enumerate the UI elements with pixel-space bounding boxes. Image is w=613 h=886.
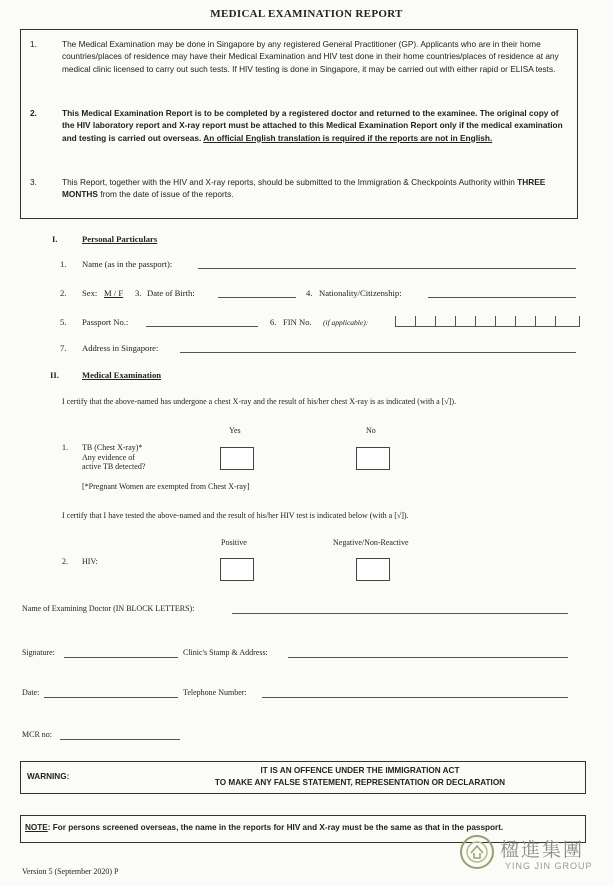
instruction-text	[62, 107, 568, 144]
name-label: Name (as in the passport):	[82, 259, 173, 269]
watermark-english: YING JIN GROUP	[505, 861, 593, 871]
field-number: 1.	[62, 443, 68, 452]
fin-cell-divider	[515, 316, 516, 326]
version-text: Version 5 (September 2020) P	[22, 867, 119, 876]
instruction-3	[30, 176, 576, 206]
fin-cell-divider	[555, 316, 556, 326]
footer-note-text: : For persons screened overseas, the name in the reports for HIV and X-ray must be the same as that in the passport.	[47, 823, 504, 832]
telephone-input-line[interactable]	[262, 697, 568, 698]
clinic-stamp-label: Clinic's Stamp & Address:	[183, 648, 268, 657]
footer-note-label: NOTE	[25, 823, 48, 832]
section-2-number: II.	[50, 370, 59, 380]
fin-cell-divider	[455, 316, 456, 326]
hiv-negative-label: Negative/Non-Reactive	[333, 538, 409, 547]
fin-cell-divider	[495, 316, 496, 326]
tb-footnote: [*Pregnant Women are exempted from Chest X-ray]	[82, 482, 250, 491]
sex-label: Sex:	[82, 288, 98, 298]
fin-cell-divider	[435, 316, 436, 326]
passport-input-line[interactable]	[146, 326, 258, 327]
field-number: 2.	[62, 557, 68, 566]
sex-options[interactable]: M / F	[104, 288, 124, 298]
tb-label-line: TB (Chest X-ray)*	[82, 443, 143, 452]
clinic-stamp-input-line[interactable]	[288, 657, 568, 658]
tb-label-line: Any evidence of	[82, 452, 135, 462]
passport-label: Passport No.:	[82, 317, 129, 327]
tb-label-line: active TB detected?	[82, 462, 146, 471]
nationality-input-line[interactable]	[428, 297, 576, 298]
fin-cell-divider	[395, 316, 396, 326]
fin-cell-divider	[535, 316, 536, 326]
field-number: 7.	[60, 343, 67, 353]
instruction-text-pre: This Report, together with the HIV and X-ray reports, should be submitted to the Immigration & Checkpoints Authority within	[62, 177, 518, 187]
telephone-label: Telephone Number:	[183, 688, 247, 697]
hiv-label: HIV:	[82, 557, 98, 566]
fin-cell-divider	[415, 316, 416, 326]
section-2-heading: Medical Examination	[82, 370, 162, 380]
fin-cell-divider	[579, 316, 580, 326]
xray-certification: I certify that the above-named has undergone a chest X-ray and the result of his/her chest X-ray is as indicated (with a [√]).	[62, 397, 457, 406]
tb-yes-label: Yes	[229, 426, 241, 435]
section-1-heading: Personal Particulars	[82, 234, 158, 244]
instruction-1	[30, 38, 576, 88]
date-label: Date:	[22, 688, 40, 697]
instruction-text-main: This Medical Examination Report is to be completed by a registered doctor and returned to the examinee. The original copy of the HIV laboratory report and X-ray report must be attached to this Medical Examination Report only if the medical examination and testing is carried out overseas.	[62, 108, 563, 143]
instruction-text-bold: THREE MONTHS	[62, 177, 546, 200]
signature-input-line[interactable]	[64, 657, 178, 658]
mcr-input-line[interactable]	[60, 739, 180, 740]
hiv-certification: I certify that I have tested the above-named and the result of his/her HIV test is indicated below (with a [√]).	[62, 511, 409, 520]
warning-line-1: IT IS AN OFFENCE UNDER THE IMMIGRATION ACT	[260, 766, 460, 775]
tb-label	[82, 443, 145, 472]
warning-line-2: TO MAKE ANY FALSE STATEMENT, REPRESENTATION OR DECLARATION	[214, 778, 506, 787]
name-input-line[interactable]	[198, 268, 576, 269]
doctor-name-label: Name of Examining Doctor (IN BLOCK LETTERS):	[22, 604, 195, 613]
instruction-text: The Medical Examination may be done in Singapore by any registered General Practitioner (GP). Applicants who are in their home countries/places of residence may have their Medical Examination and HIV test done in their home countries/places of residence at any medical clinic licensed to carry out such tests. If HIV testing is done in Singapore, it may be carried out with either rapid or ELISA tests.	[62, 39, 559, 74]
instruction-text-post: from the date of issue of the reports.	[97, 189, 234, 200]
hiv-positive-checkbox[interactable]	[220, 558, 254, 581]
field-number: 5.	[60, 317, 67, 327]
tb-no-checkbox[interactable]	[356, 447, 390, 470]
field-number: 2.	[60, 288, 67, 298]
fin-note: (if applicable):	[323, 318, 369, 327]
nationality-label: Nationality/Citizenship:	[319, 288, 402, 298]
address-input-line[interactable]	[180, 352, 576, 353]
watermark-chinese: 楹進集團	[500, 839, 585, 861]
footer-note	[25, 823, 503, 832]
signature-label: Signature:	[22, 648, 55, 657]
dob-input-line[interactable]	[218, 297, 296, 298]
dob-label: Date of Birth:	[147, 288, 195, 298]
field-number: 4.	[306, 288, 313, 298]
field-number: 6.	[270, 317, 277, 327]
fin-label: FIN No.	[283, 317, 312, 327]
group-logo-icon	[460, 835, 494, 869]
instruction-number: 2.	[30, 108, 37, 118]
tb-yes-checkbox[interactable]	[220, 447, 254, 470]
doctor-name-input-line[interactable]	[232, 613, 568, 614]
page-title: MEDICAL EXAMINATION REPORT	[210, 8, 403, 20]
instruction-2	[30, 107, 576, 159]
hiv-negative-checkbox[interactable]	[356, 558, 390, 581]
instruction-number: 3.	[30, 177, 37, 187]
instruction-text-underlined: An official English translation is required if the reports are not in English.	[203, 132, 493, 143]
hiv-positive-label: Positive	[221, 538, 247, 547]
fin-input-cells[interactable]	[395, 316, 580, 327]
instruction-text	[62, 176, 568, 201]
tb-no-label: No	[366, 426, 376, 435]
section-1-number: I.	[52, 234, 58, 244]
fin-cell-divider	[475, 316, 476, 326]
field-number: 3.	[135, 288, 142, 298]
instruction-number: 1.	[30, 39, 37, 49]
warning-label: WARNING:	[27, 772, 70, 781]
mcr-label: MCR no:	[22, 730, 53, 739]
address-label: Address in Singapore:	[82, 343, 159, 353]
date-input-line[interactable]	[44, 697, 178, 698]
field-number: 1.	[60, 259, 67, 269]
